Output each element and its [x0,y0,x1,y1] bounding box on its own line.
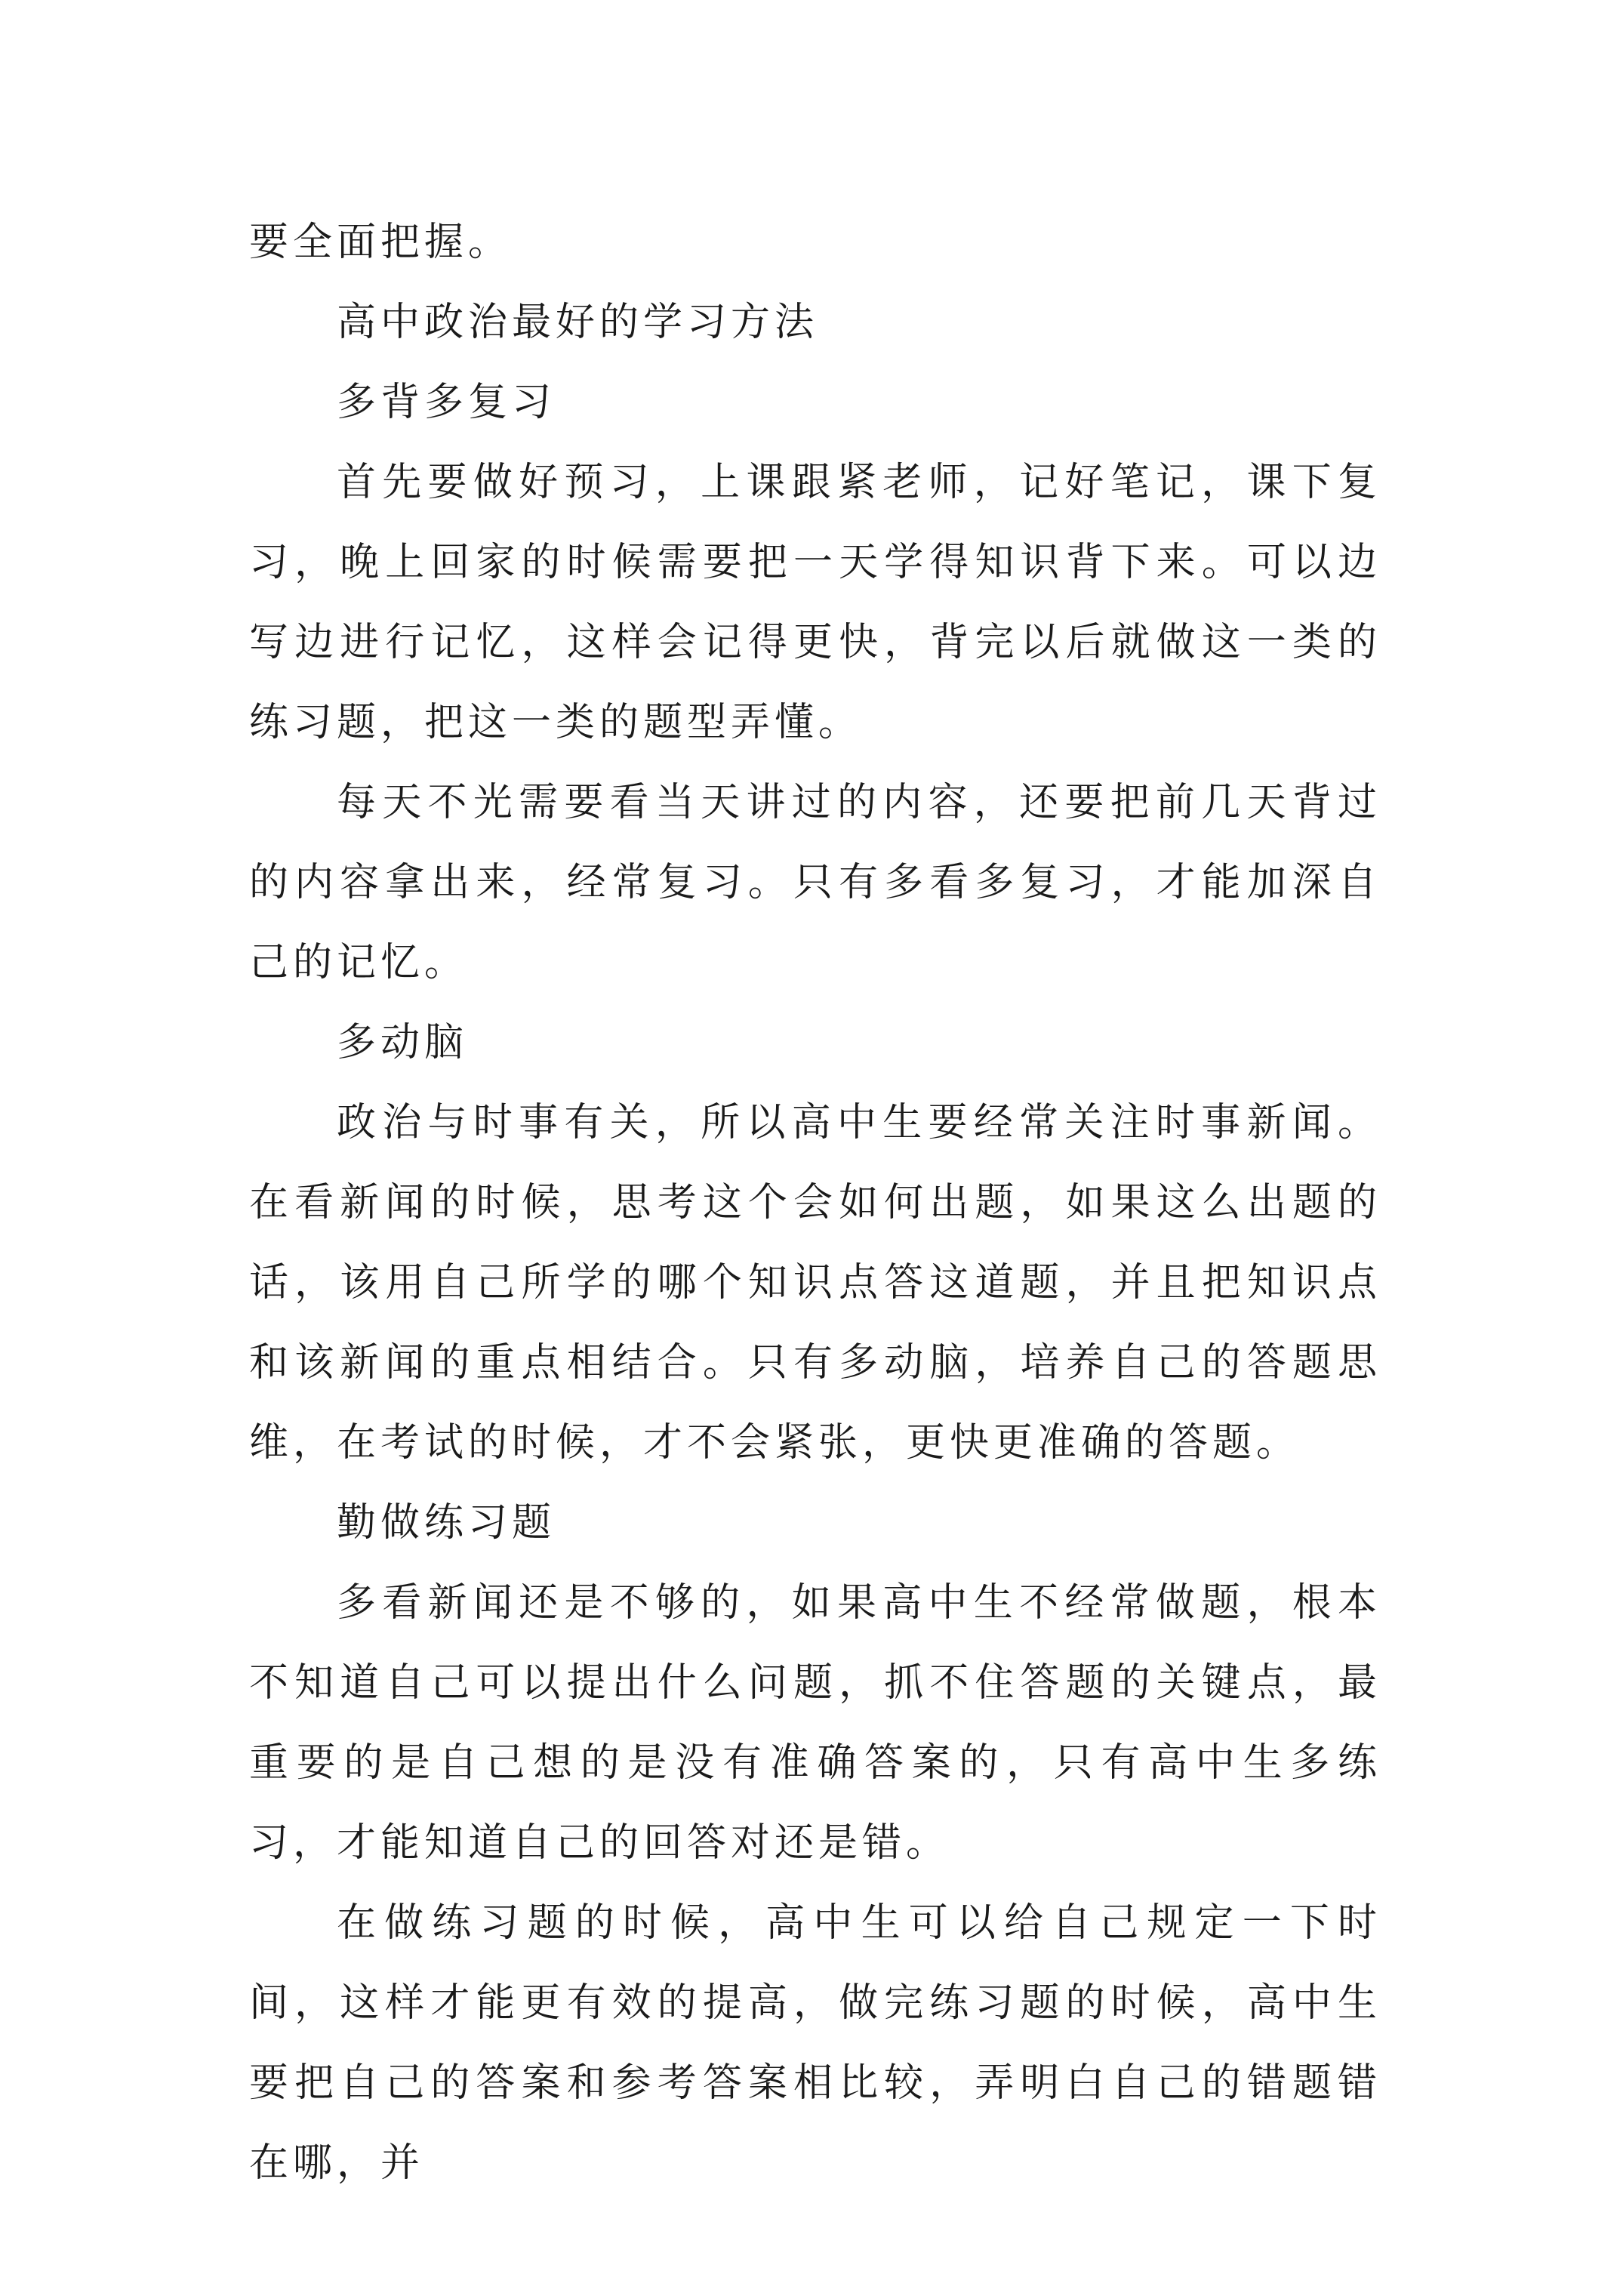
document-body [249,202,1381,2203]
paragraph: 多看新闻还是不够的，如果高中生不经常做题，根本不知道自己可以提出什么问题，抓不住答题的关键点，最重要的是自己想的是没有准确答案的，只有高中生多练习，才能知道自己的回答对还是错。 [249,1580,1381,1866]
section-heading-review: 多背多复习 [337,380,556,425]
paragraph: 政治与时事有关，所以高中生要经常关注时事新闻。在看新闻的时候，思考这个会如何出题，如果这么出题的话，该用自己所学的哪个知识点答这道题，并且把知识点和该新闻的重点相结合。只有多动脑，培养自己的答题思维，在考试的时候，才不会紧张，更快更准确的答题。 [249,1100,1381,1465]
paragraph: 首先要做好预习，上课跟紧老师，记好笔记，课下复习，晚上回家的时候需要把一天学得知识背下来。可以边写边进行记忆，这样会记得更快，背完以后就做这一类的练习题，把这一类的题型弄懂。 [249,460,1381,745]
section-heading-practice: 勤做练习题 [337,1500,556,1546]
continued-paragraph: 要全面把握。 [249,220,513,265]
document-title: 高中政治最好的学习方法 [337,300,819,345]
paragraph: 在做练习题的时候，高中生可以给自己规定一下时间，这样才能更有效的提高，做完练习题的时候，高中生要把自己的答案和参考答案相比较，弄明白自己的错题错在哪，并 [249,1900,1381,2186]
paragraph: 每天不光需要看当天讲过的内容，还要把前几天背过的内容拿出来，经常复习。只有多看多复习，才能加深自己的记忆。 [249,780,1381,985]
section-heading-think: 多动脑 [337,1020,469,1065]
